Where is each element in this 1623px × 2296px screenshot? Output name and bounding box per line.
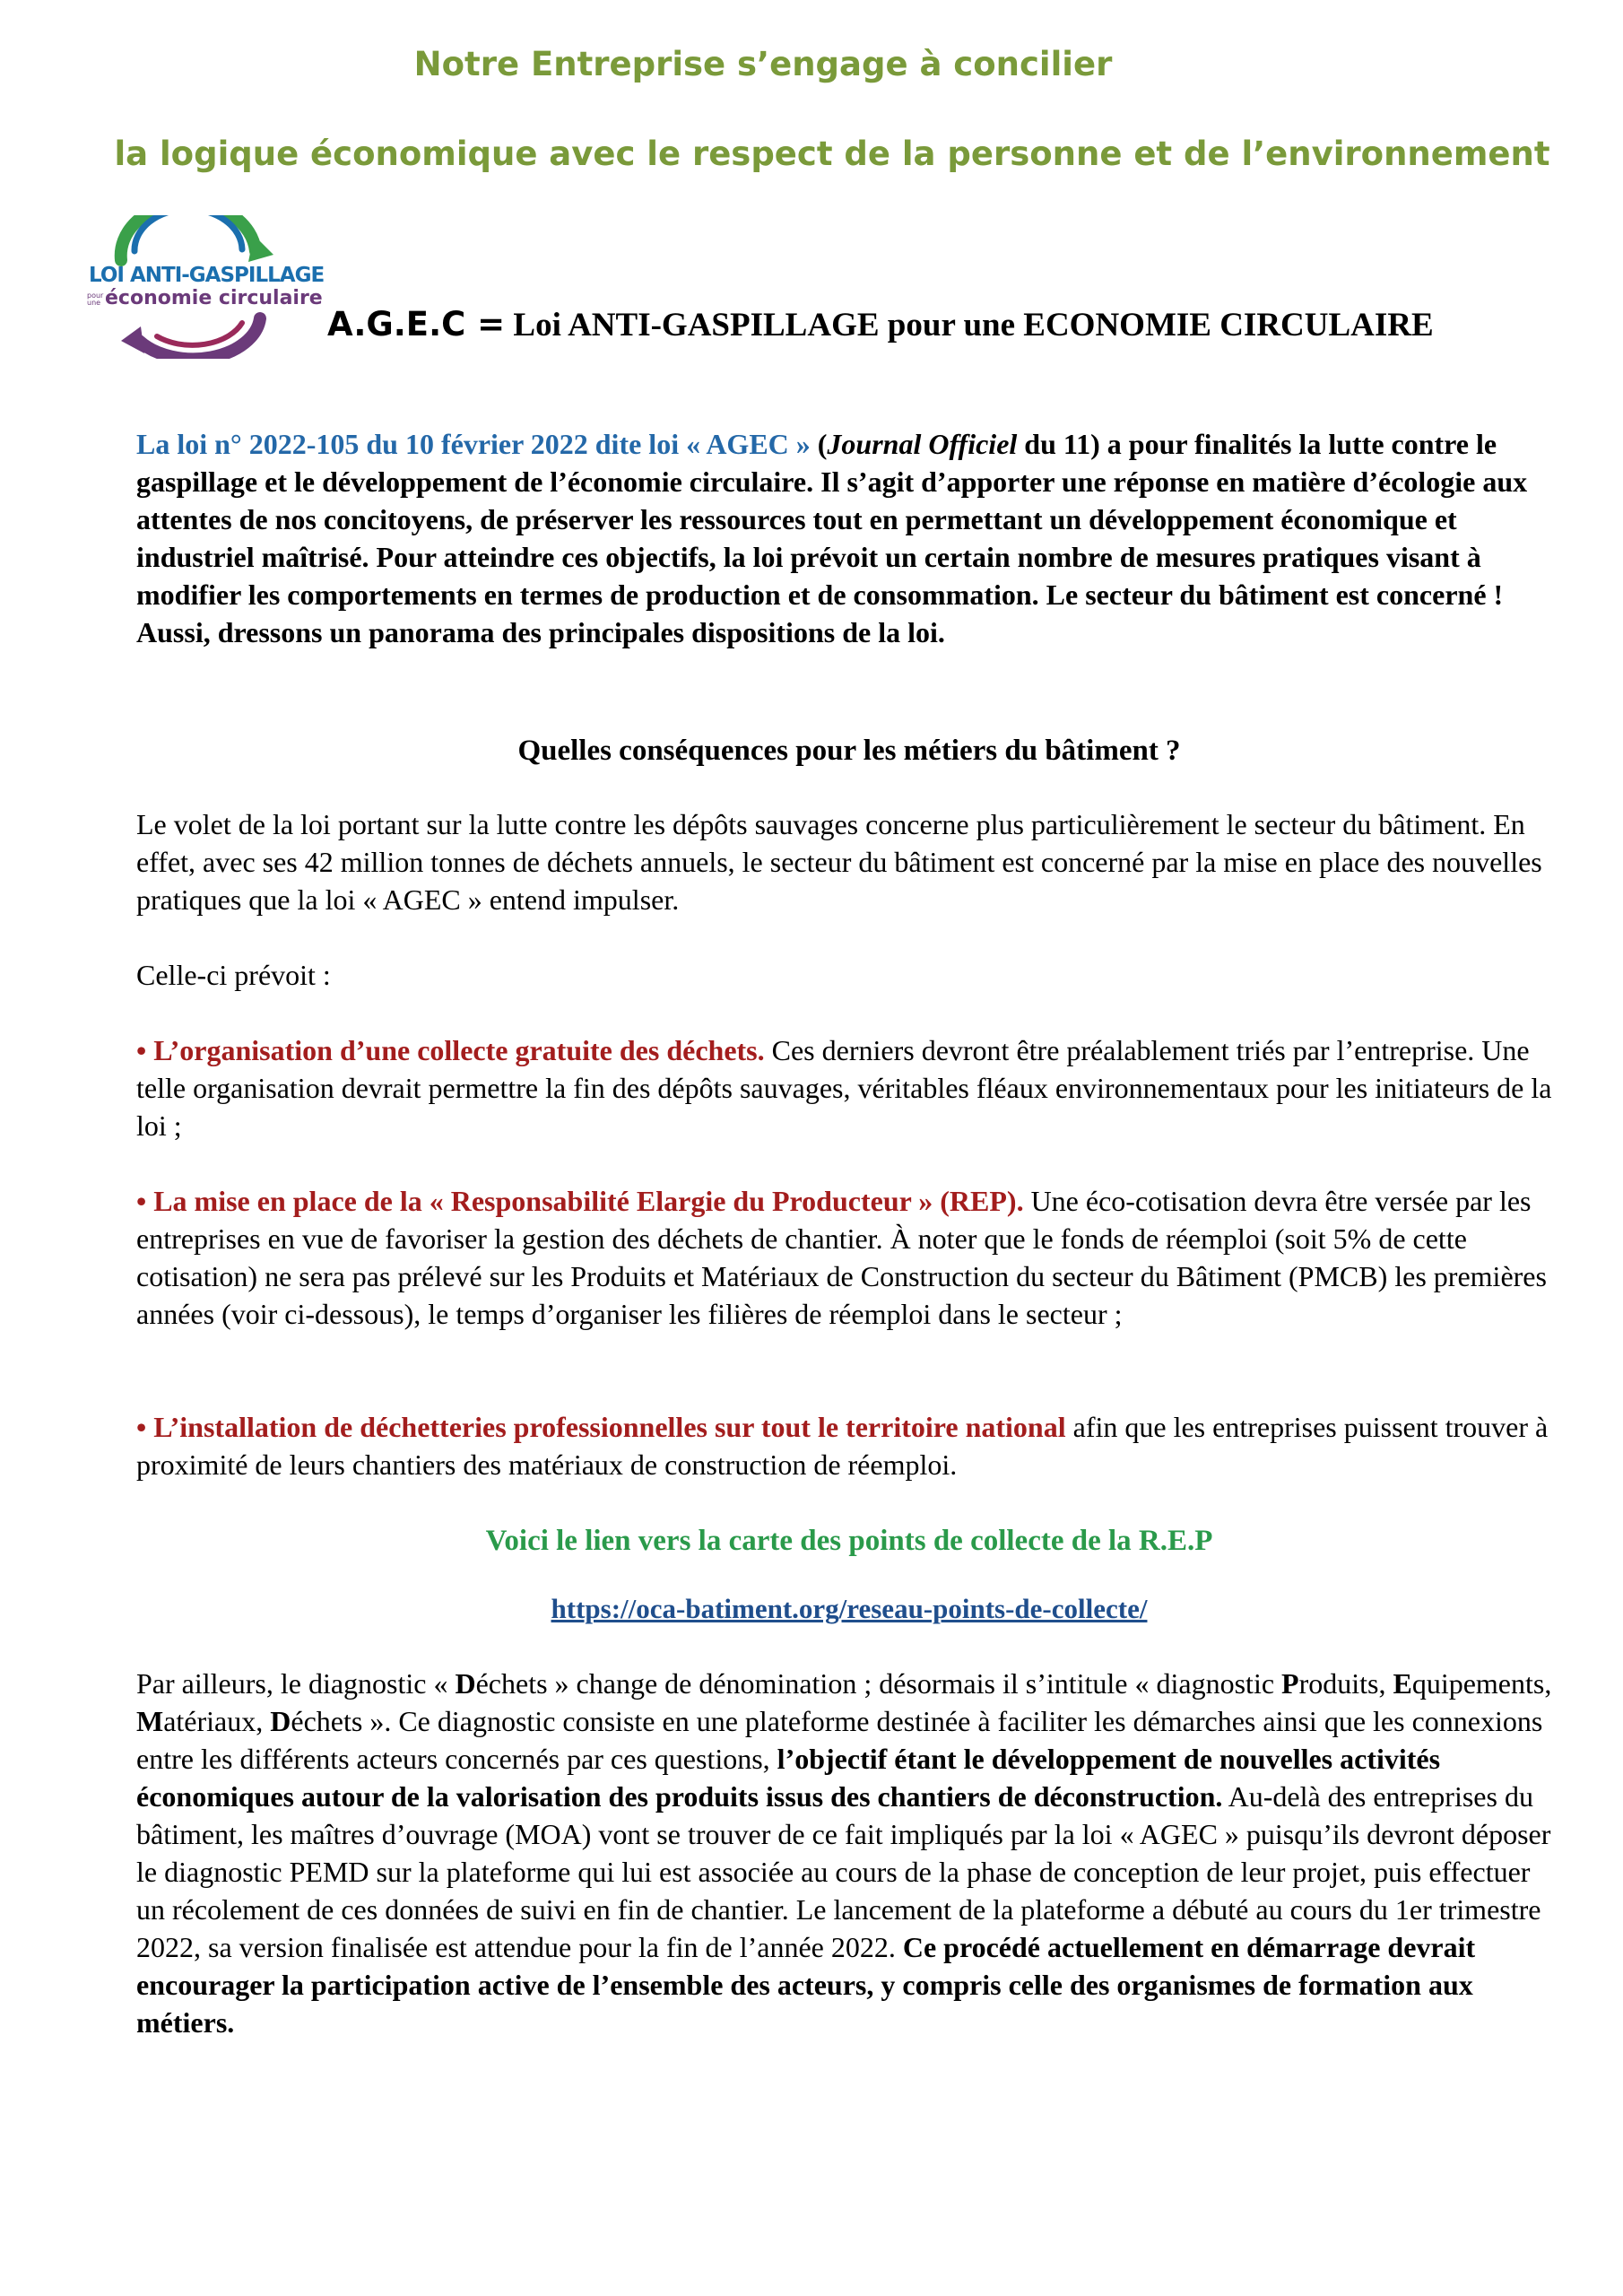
agec-title: [327, 305, 1434, 344]
final-text: roduits,: [1298, 1667, 1393, 1700]
bullet-item-dechetteries: [136, 1408, 1562, 1483]
final-letter: D: [455, 1667, 476, 1700]
bullet-lead: • L’installation de déchetteries professionnelles sur tout le territoire national: [136, 1411, 1066, 1443]
final-text: échets » change de dénomination ; désormais il s’intitule « diagnostic: [475, 1667, 1282, 1700]
final-text: Au-delà des entreprises du bâtiment, les maîtres d’ouvrage (MOA) vont se trouver de ce fait impliqués par la loi « AGEC » puisqu’ils devront déposer le diagnostic PEMD sur la plateforme qui lui est associée au cours de la phase de conception de leur projet, puis effectuer un récolement de ces données de suivi en fin de chantier. Le lancement de la plateforme a débuté au cours du 1er trimestre 2022, sa version finalisée est attendue pour la fin de l’année 2022.: [136, 1780, 1551, 1963]
logo-text-line-1: LOI ANTI-GASPILLAGE: [89, 264, 325, 287]
final-letter: M: [136, 1705, 164, 1737]
paragraph-prevoit: Celle-ci prévoit :: [136, 959, 331, 991]
collection-points-link[interactable]: https://oca-batiment.org/reseau-points-de-collecte/: [551, 1593, 1148, 1624]
bullet-text: Une éco-cotisation devra être versée par les entreprises en vue de favoriser la gestion des déchets de chantier. À noter que le fonds de réemploi (soit 5% de cette cotisation) ne sera pas prélevé sur les Produits et Matériaux de Construction du secteur du Bâtiment (PMCB) les premières années (voir ci-dessous), le temps d’organiser les filières de réemploi dans le secteur ;: [136, 1185, 1547, 1330]
final-letter: E: [1393, 1667, 1412, 1700]
anti-gaspillage-logo: [85, 215, 325, 359]
bullet-item-collecte: [136, 1031, 1562, 1144]
paragraph-volet: Le volet de la loi portant sur la lutte contre les dépôts sauvages concerne plus particulièrement le secteur du bâtiment. En effet, avec ses 42 million tonnes de déchets annuels, le secteur du bâtiment est concerné par la mise en place des nouvelles pratiques que la loi « AGEC » entend impulser.: [136, 808, 1542, 916]
map-link-intro: Voici le lien vers la carte des points de collecte de la R.E.P: [485, 1525, 1213, 1557]
bullet-lead: • La mise en place de la « Responsabilité Elargie du Producteur » (REP).: [136, 1185, 1024, 1217]
final-bold-objective: l’objectif étant le développement de nouvelles activités économiques autour de la valorisation des produits issus des chantiers de déconstruction.: [136, 1743, 1441, 1813]
bullet-lead: • L’organisation d’une collecte gratuite des déchets.: [136, 1034, 765, 1066]
bullet-text: afin que les entreprises puissent trouver à proximité de leurs chantiers des matériaux de construction de réemploi.: [136, 1411, 1549, 1481]
law-reference: La loi n° 2022-105 du 10 février 2022 dite loi « AGEC »: [136, 428, 811, 460]
agec-title-text: Loi ANTI-GASPILLAGE pour une ECONOMIE CIRCULAIRE: [505, 307, 1434, 344]
final-letter: D: [270, 1705, 291, 1737]
header-line-2: la logique économique avec le respect de la personne et de l’environnement: [114, 135, 1550, 173]
final-bold-conclusion: Ce procédé actuellement en démarrage devrait encourager la participation active de l’ensemble des acteurs, y compris celle des organismes de formation aux métiers.: [136, 1931, 1476, 2039]
final-text: quipements,: [1411, 1667, 1552, 1700]
intro-paragraph: [136, 425, 1562, 651]
final-text: échets ». Ce diagnostic consiste en une plateforme destinée à faciliter les démarches ainsi que les connexions entre les différents acteurs concernés par ces questions,: [136, 1705, 1543, 1775]
bullet-text: Ces derniers devront être préalablement triés par l’entreprise. Une telle organisation devrait permettre la fin des dépôts sauvages, véritables fléaux environnementaux pour les initiateurs de la loi ;: [136, 1034, 1552, 1142]
final-text: Par ailleurs, le diagnostic «: [136, 1667, 456, 1700]
intro-text: du 11) a pour finalités la lutte contre le gaspillage et le développement de l’économie circulaire. Il s’agit d’apporter une réponse en matière d’écologie aux attentes de nos concitoyens, de préserver les ressources tout en permettant un développement économique et industriel maîtrisé. Pour atteindre ces objectifs, la loi prévoit un certain nombre de mesures pratiques visant à modifier les comportements en termes de production et de consommation. Le secteur du bâtiment est concerné ! Aussi, dressons un panorama des principales dispositions de la loi.: [136, 428, 1528, 648]
logo-small-text: pour une: [87, 291, 104, 307]
final-text: atériaux,: [163, 1705, 271, 1737]
final-letter: P: [1281, 1667, 1299, 1700]
intro-paren: (: [810, 428, 828, 460]
section-heading: Quelles conséquences pour les métiers du bâtiment ?: [517, 735, 1181, 767]
header-line-1: Notre Entreprise s’engage à concilier: [413, 45, 1113, 83]
agec-acronym: A.G.E.C =: [327, 305, 506, 344]
journal-officiel: Journal Officiel: [827, 428, 1018, 460]
final-paragraph: [136, 1665, 1562, 2041]
logo-text-line-2: économie circulaire: [105, 287, 323, 309]
bullet-item-rep: [136, 1182, 1562, 1333]
